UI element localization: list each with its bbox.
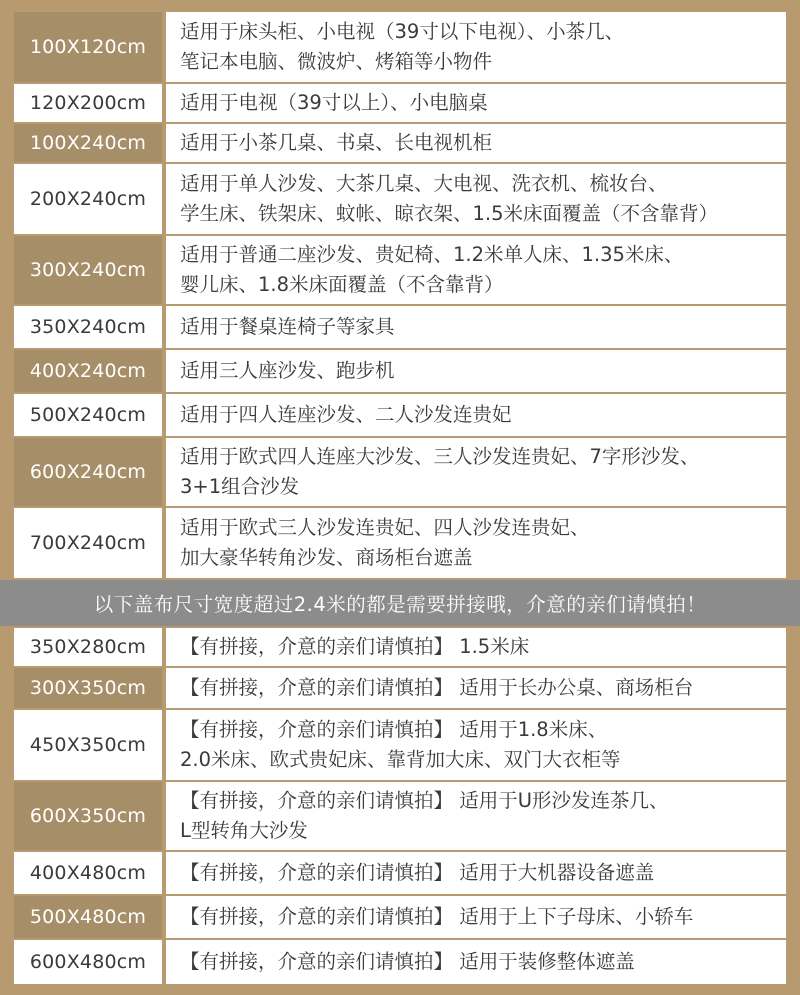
usage-line: 婴儿床、1.8米床面覆盖（不含靠背） <box>180 273 504 296</box>
usage-line: 适用三人座沙发、跑步机 <box>180 359 395 382</box>
size-cell: 100X240cm <box>14 124 162 162</box>
table-row <box>14 508 786 578</box>
usage-line: 【有拼接，介意的亲们请慎拍】 1.5米床 <box>180 635 530 658</box>
usage-line: 【有拼接，介意的亲们请慎拍】 适用于大机器设备遮盖 <box>180 861 655 884</box>
size-cell: 400X240cm <box>14 350 162 392</box>
usage-line: 【有拼接，介意的亲们请慎拍】 适用于装修整体遮盖 <box>180 950 635 973</box>
usage-line: 适用于普通二座沙发、贵妃椅、1.2米单人床、1.35米床、 <box>180 243 684 266</box>
usage-line: 【有拼接，介意的亲们请慎拍】 适用于上下子母床、小轿车 <box>180 905 694 928</box>
usage-cell <box>166 508 786 578</box>
size-cell: 120X200cm <box>14 84 162 122</box>
size-cell: 600X350cm <box>14 782 162 850</box>
table-row <box>14 710 786 780</box>
splicing-notice-text: 以下盖布尺寸宽度超过2.4米的都是需要拼接哦，介意的亲们请慎拍！ <box>93 593 707 616</box>
usage-line: 笔记本电脑、微波炉、烤箱等小物件 <box>180 50 493 73</box>
table-row <box>14 628 786 666</box>
usage-cell <box>166 12 786 82</box>
usage-cell <box>166 782 786 850</box>
table-row <box>14 306 786 348</box>
usage-cell <box>166 668 786 708</box>
usage-line: 适用于欧式三人沙发连贵妃、四人沙发连贵妃、 <box>180 516 590 539</box>
usage-line: 适用于餐桌连椅子等家具 <box>180 315 395 338</box>
usage-cell <box>166 394 786 436</box>
table-row <box>14 896 786 938</box>
size-cell: 600X240cm <box>14 438 162 506</box>
size-cell: 700X240cm <box>14 508 162 578</box>
usage-cell <box>166 438 786 506</box>
table-row <box>14 124 786 162</box>
table-row <box>14 164 786 234</box>
size-cell: 600X480cm <box>14 940 162 984</box>
size-cell: 500X480cm <box>14 896 162 938</box>
usage-line: 适用于床头柜、小电视（39寸以下电视）、小茶几、 <box>180 20 625 43</box>
table-row <box>14 12 786 82</box>
size-cell: 450X350cm <box>14 710 162 780</box>
usage-line: 【有拼接，介意的亲们请慎拍】 适用于1.8米床、 <box>180 718 608 741</box>
usage-line: 【有拼接，介意的亲们请慎拍】 适用于长办公桌、商场柜台 <box>180 676 694 699</box>
usage-line: 加大豪华转角沙发、商场柜台遮盖 <box>180 546 473 569</box>
size-cell: 300X350cm <box>14 668 162 708</box>
table-row <box>14 438 786 506</box>
usage-cell <box>166 350 786 392</box>
usage-cell <box>166 896 786 938</box>
usage-cell <box>166 124 786 162</box>
usage-cell <box>166 852 786 894</box>
table-row <box>14 940 786 984</box>
usage-line: 适用于小茶几桌、书桌、长电视机柜 <box>180 131 493 154</box>
usage-cell <box>166 306 786 348</box>
usage-line: 学生床、铁架床、蚊帐、晾衣架、1.5米床面覆盖（不含靠背） <box>180 202 719 225</box>
usage-line: 2.0米床、欧式贵妃床、靠背加大床、双门大衣柜等 <box>180 748 621 771</box>
table-row <box>14 668 786 708</box>
usage-cell <box>166 628 786 666</box>
usage-cell <box>166 164 786 234</box>
usage-cell <box>166 84 786 122</box>
size-cell: 350X240cm <box>14 306 162 348</box>
size-cell: 350X280cm <box>14 628 162 666</box>
size-cell: 300X240cm <box>14 236 162 304</box>
usage-cell <box>166 710 786 780</box>
usage-line: 3+1组合沙发 <box>180 475 300 498</box>
size-cell: 500X240cm <box>14 394 162 436</box>
usage-line: 适用于欧式四人连座大沙发、三人沙发连贵妃、7字形沙发、 <box>180 445 700 468</box>
splicing-notice-banner <box>0 580 800 626</box>
table-row <box>14 84 786 122</box>
table-row <box>14 852 786 894</box>
usage-line: 适用于单人沙发、大茶几桌、大电视、洗衣机、梳妆台、 <box>180 172 668 195</box>
size-cell: 100X120cm <box>14 12 162 82</box>
table-row <box>14 394 786 436</box>
usage-line: 适用于四人连座沙发、二人沙发连贵妃 <box>180 403 512 426</box>
table-row <box>14 236 786 304</box>
table-row <box>14 782 786 850</box>
usage-line: L型转角大沙发 <box>180 819 308 842</box>
usage-cell <box>166 236 786 304</box>
table-row <box>14 350 786 392</box>
usage-line: 适用于电视（39寸以上）、小电脑桌 <box>180 91 488 114</box>
size-cell: 200X240cm <box>14 164 162 234</box>
usage-cell <box>166 940 786 984</box>
size-cell: 400X480cm <box>14 852 162 894</box>
usage-line: 【有拼接，介意的亲们请慎拍】 适用于U形沙发连茶几、 <box>180 789 669 812</box>
